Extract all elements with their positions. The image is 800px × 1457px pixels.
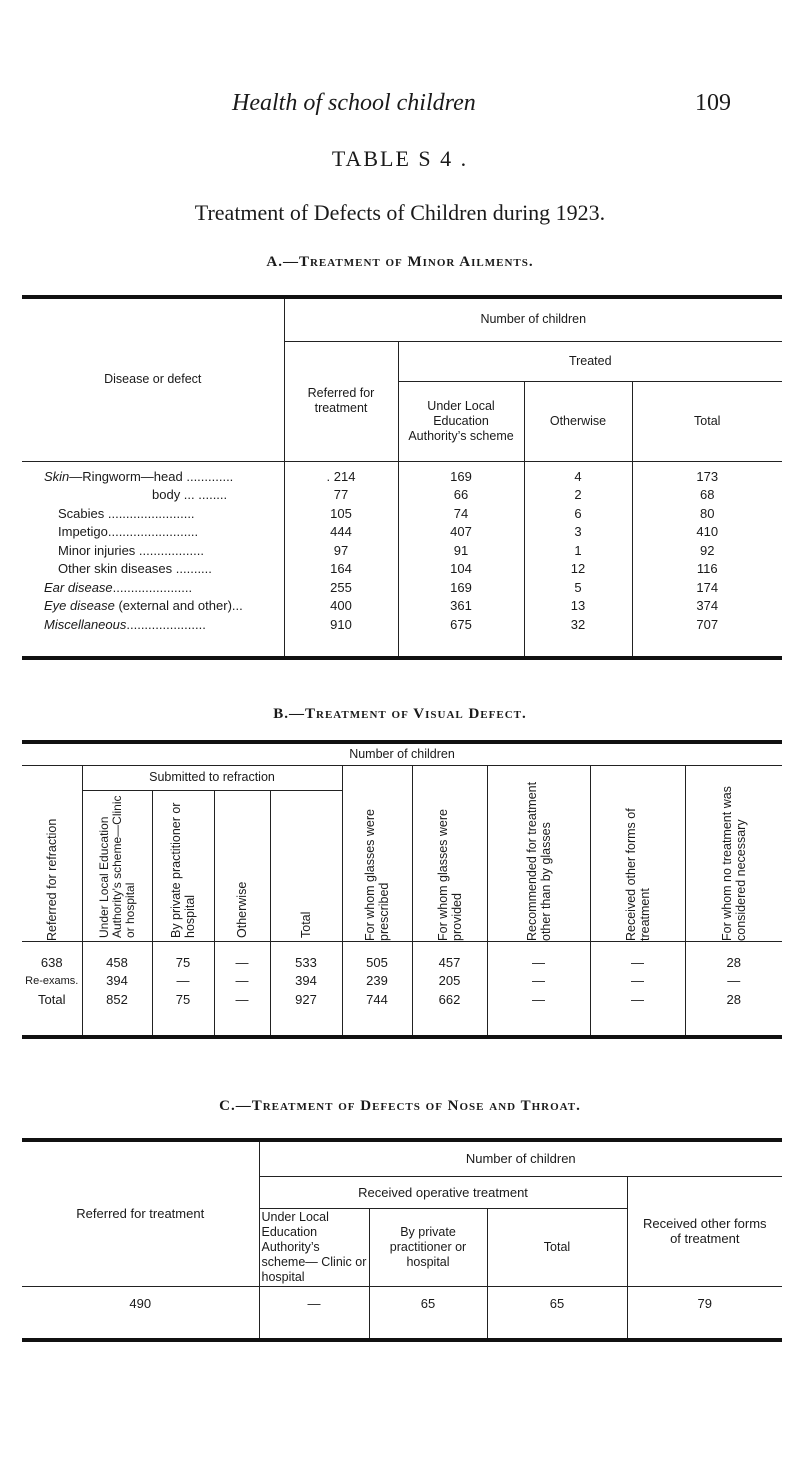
running-head-title: Health of school children [232, 90, 476, 116]
page-number: 109 [695, 90, 731, 116]
visual-defect-table [22, 740, 782, 1039]
section-c-heading: C.—Treatment of Defects of Nose and Throat. [219, 1098, 581, 1114]
section-a-heading: A.—Treatment of Minor Ailments. [266, 254, 534, 270]
running-head [0, 90, 800, 120]
col-prescribed-header: For whom glasses were prescribed [363, 808, 391, 941]
table-title: TABLE S 4 . [331, 146, 469, 171]
table-row: Skin—Ringworm—head ............. . 214 169 4 173 [22, 468, 782, 487]
col-total-header: Total [632, 381, 782, 461]
col-referred-header: Referred for refraction [44, 818, 59, 941]
table-row: Eye disease (external and other)... 400 361 13 374 [22, 597, 782, 616]
table-row: Ear disease...................... 255 169 5 174 [22, 579, 782, 598]
col-total-header: Total [299, 911, 313, 939]
col-number-header: Number of children [259, 1140, 782, 1176]
table-row: Re-exams. 394 — — 394 239 205 — — — [22, 972, 782, 991]
section-b-heading: B.—Treatment of Visual Defect. [273, 706, 527, 722]
table-row: Scabies ........................ 105 74 6 80 [22, 505, 782, 524]
col-under-header: Under Local Education Authority’s scheme [398, 381, 524, 461]
col-operative-header: Received operative treatment [259, 1176, 627, 1208]
col-private-header: By private practitioner or hospital [169, 802, 197, 939]
col-other-forms-header: Received other forms of treatment [627, 1176, 782, 1286]
col-treated-header: Treated [398, 341, 782, 381]
table-row: Impetigo......................... 444 407 3 410 [22, 523, 782, 542]
col-number-header: Number of children [22, 742, 782, 765]
nose-throat-table [22, 1138, 782, 1342]
col-recommended-header: Recommended for treatment other than by glasses [524, 781, 553, 941]
col-no-treatment-header: For whom no treatment was considered necessary [719, 785, 748, 941]
col-provided-header: For whom glasses were provided [435, 808, 464, 941]
col-referred-header: Referred for treatment [22, 1140, 259, 1286]
col-total-header: Total [487, 1208, 627, 1286]
col-private-header: By private practitioner or hospital [369, 1208, 487, 1286]
table-row: Other skin diseases .......... 164 104 12 116 [22, 560, 782, 579]
col-other-forms-header: Received other forms of treatment [623, 807, 652, 941]
table-subtitle: Treatment of Defects of Children during 1923. [194, 200, 606, 225]
table-row: 490 — 65 65 79 [22, 1286, 782, 1340]
table-row: Total 852 75 — 927 744 662 — — 28 [22, 991, 782, 1010]
table-row: Miscellaneous...................... 910 675 32 707 [22, 616, 782, 635]
minor-ailments-table [22, 295, 782, 660]
col-under-header: Under Local Education Authority’s scheme—Clinic or hospital [96, 795, 137, 939]
col-referred-header: Referred for treatment [284, 341, 398, 461]
col-under-header: Under Local Education Authority’s scheme— Clinic or hospital [259, 1208, 369, 1286]
col-disease-header: Disease or defect [22, 297, 284, 461]
table-row: 638 458 75 — 533 505 457 — — 28 [22, 954, 782, 973]
table-row: body ... ........ 77 66 2 68 [22, 486, 782, 505]
col-number-header: Number of children [284, 297, 782, 341]
col-otherwise-header: Otherwise [235, 881, 249, 939]
table-row: Minor injuries .................. 97 91 1 92 [22, 542, 782, 561]
col-submitted-header: Submitted to refraction [82, 765, 342, 790]
col-otherwise-header: Otherwise [524, 381, 632, 461]
